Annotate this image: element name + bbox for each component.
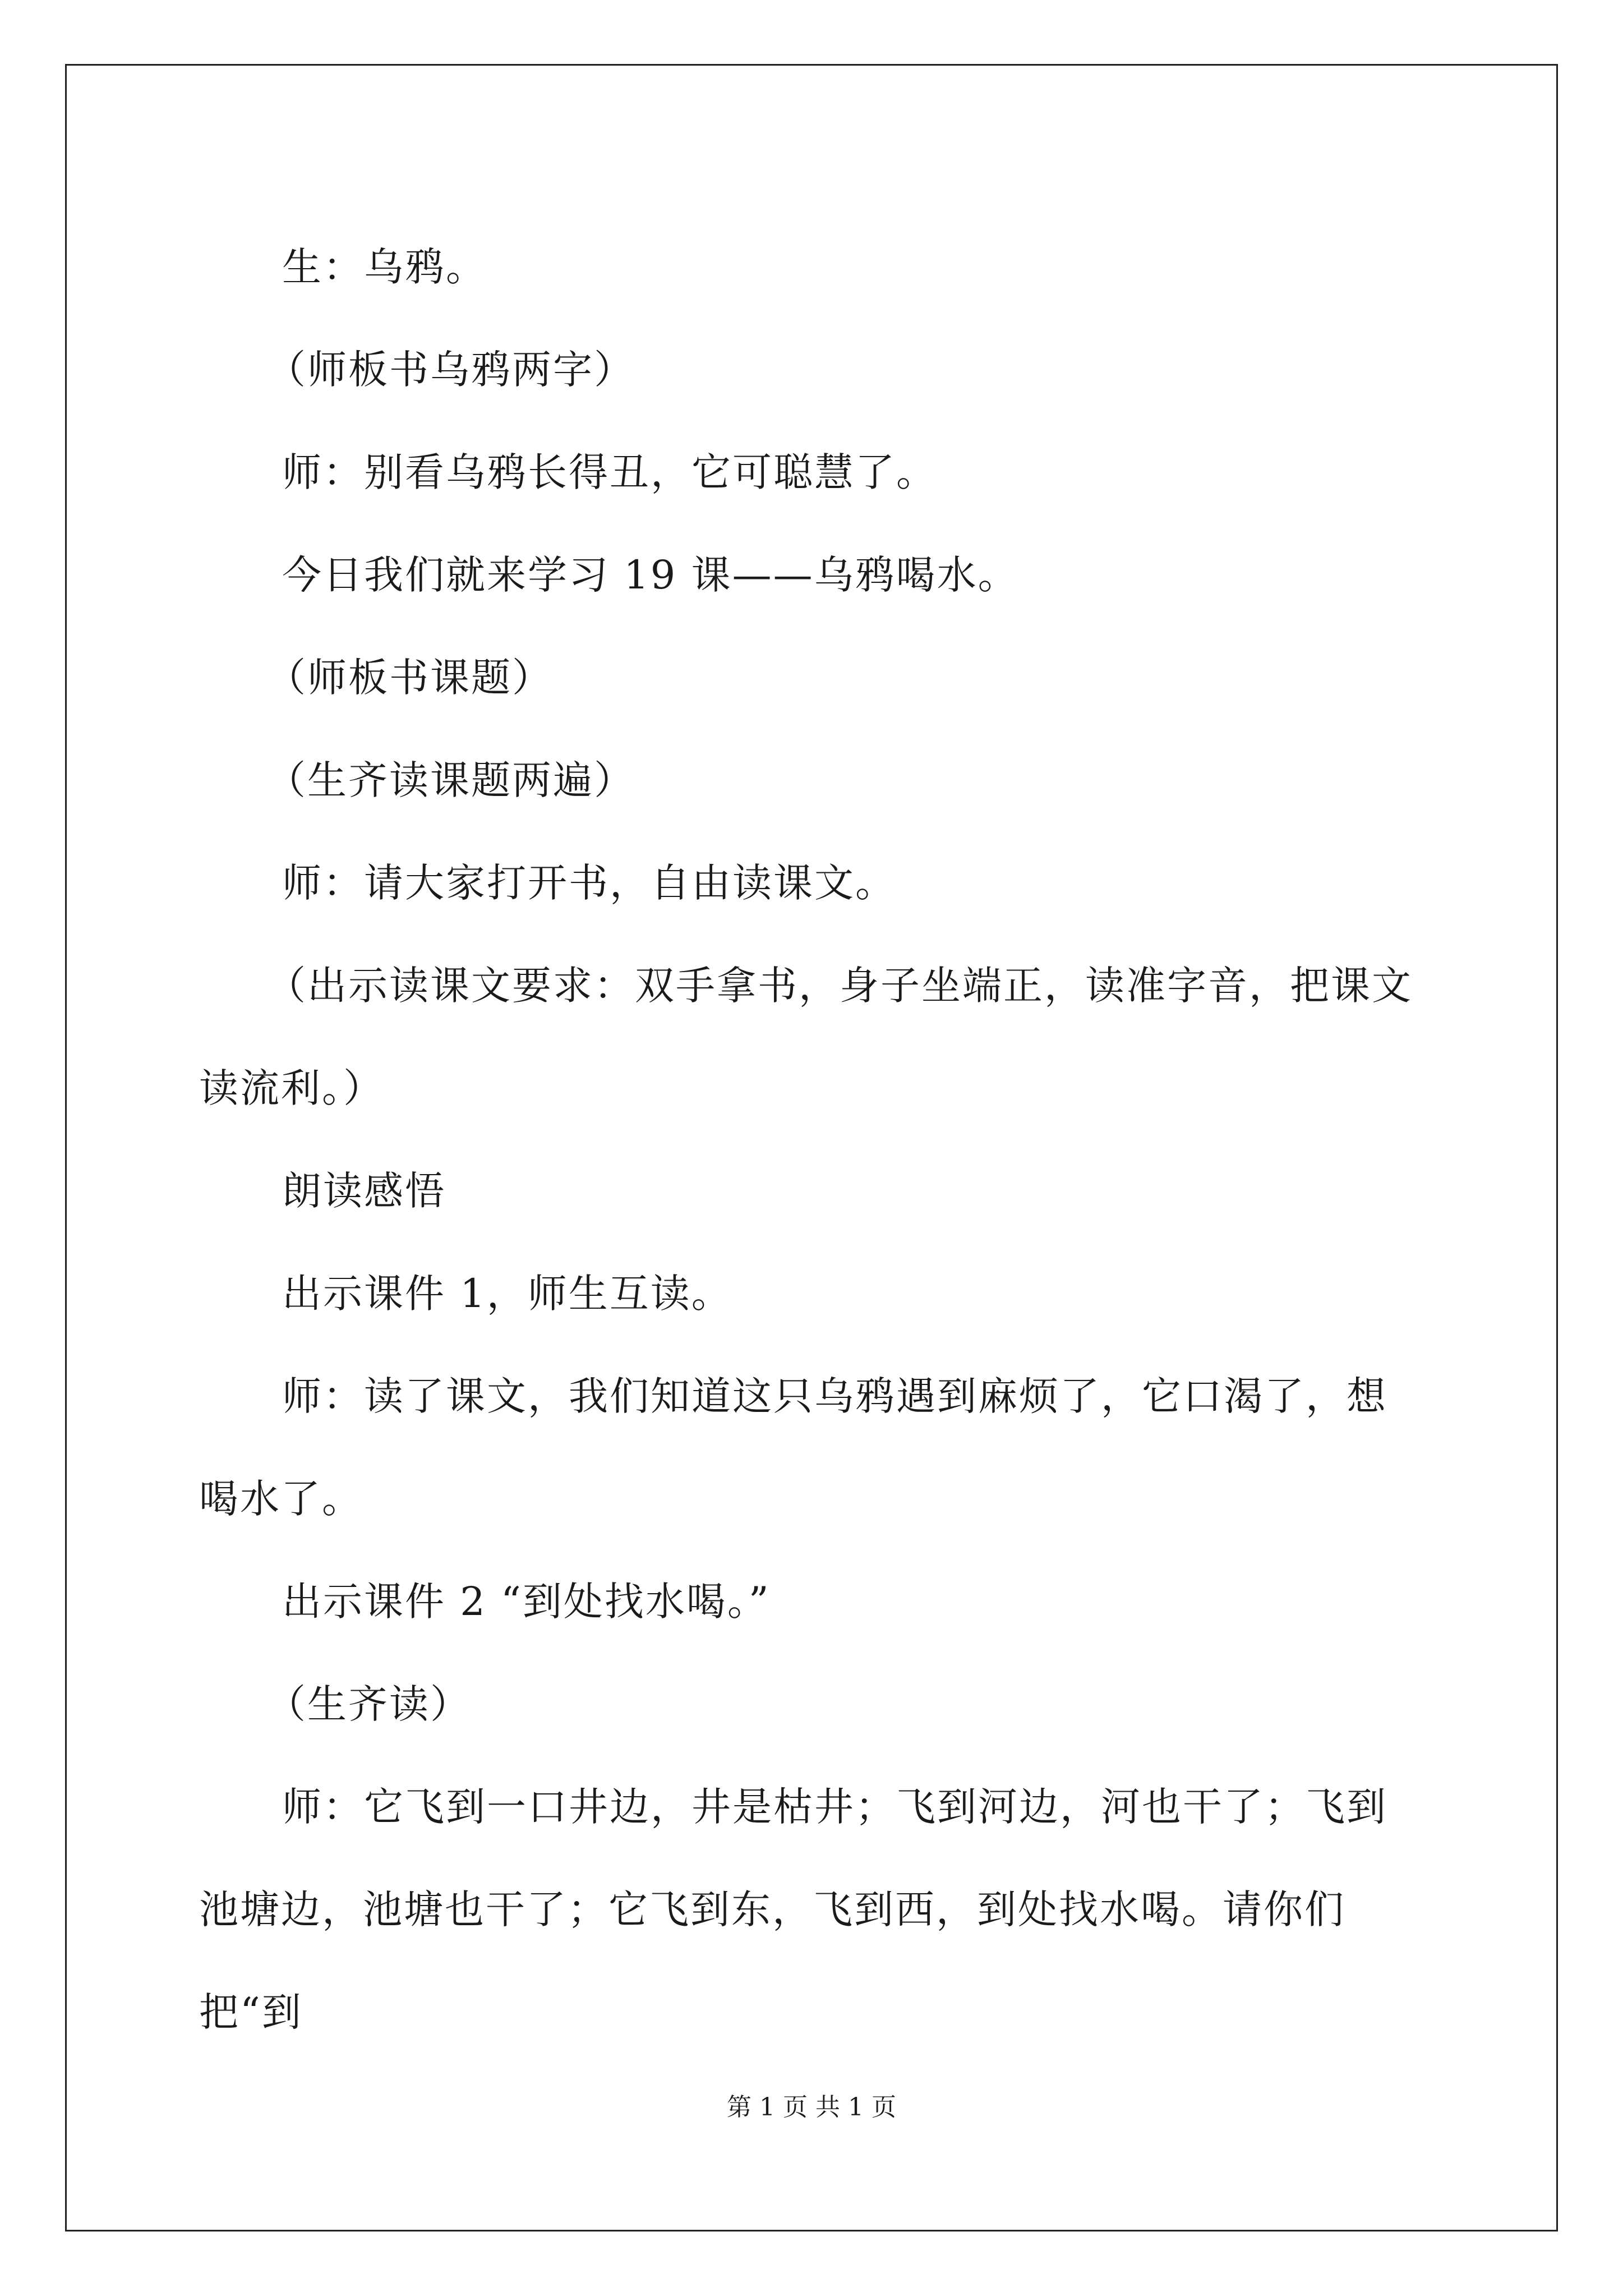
- paragraph: 出示课件 1，师生互读。: [282, 1271, 732, 1317]
- page-footer: [0, 2087, 1623, 2123]
- section-heading: 朗读感悟: [282, 1168, 446, 1214]
- paragraph: 师：读了课文，我们知道这只乌鸦遇到麻烦了，它口渴了，想喝水了。: [199, 1373, 1387, 1522]
- paragraph: 今日我们就来学习 19 课——乌鸦喝水。: [282, 552, 1019, 598]
- paragraph: （生齐读）: [266, 1681, 471, 1727]
- paragraph: （师板书课题）: [266, 655, 553, 701]
- page-number: 第 1 页 共 1 页: [727, 2093, 896, 2122]
- document-body: [199, 216, 1427, 2064]
- paragraph: （师板书乌鸦两字）: [266, 347, 635, 393]
- paragraph: 出示课件 2 “到处找水喝。”: [282, 1579, 771, 1625]
- paragraph: （出示读课文要求：双手拿书，身子坐端正，读准字音，把课文读流利。）: [199, 963, 1413, 1111]
- paragraph: （生齐读课题两遍）: [266, 757, 635, 803]
- paragraph: 师：别看乌鸦长得丑，它可聪慧了。: [282, 449, 937, 495]
- paragraph: 师：请大家打开书，自由读课文。: [282, 860, 896, 906]
- paragraph: 师：它飞到一口井边，井是枯井；飞到河边，河也干了；飞到池塘边，池塘也干了；它飞到东，飞到西，到处找水喝。请你们把“到: [199, 1784, 1387, 2035]
- paragraph: 生：乌鸦。: [282, 244, 487, 290]
